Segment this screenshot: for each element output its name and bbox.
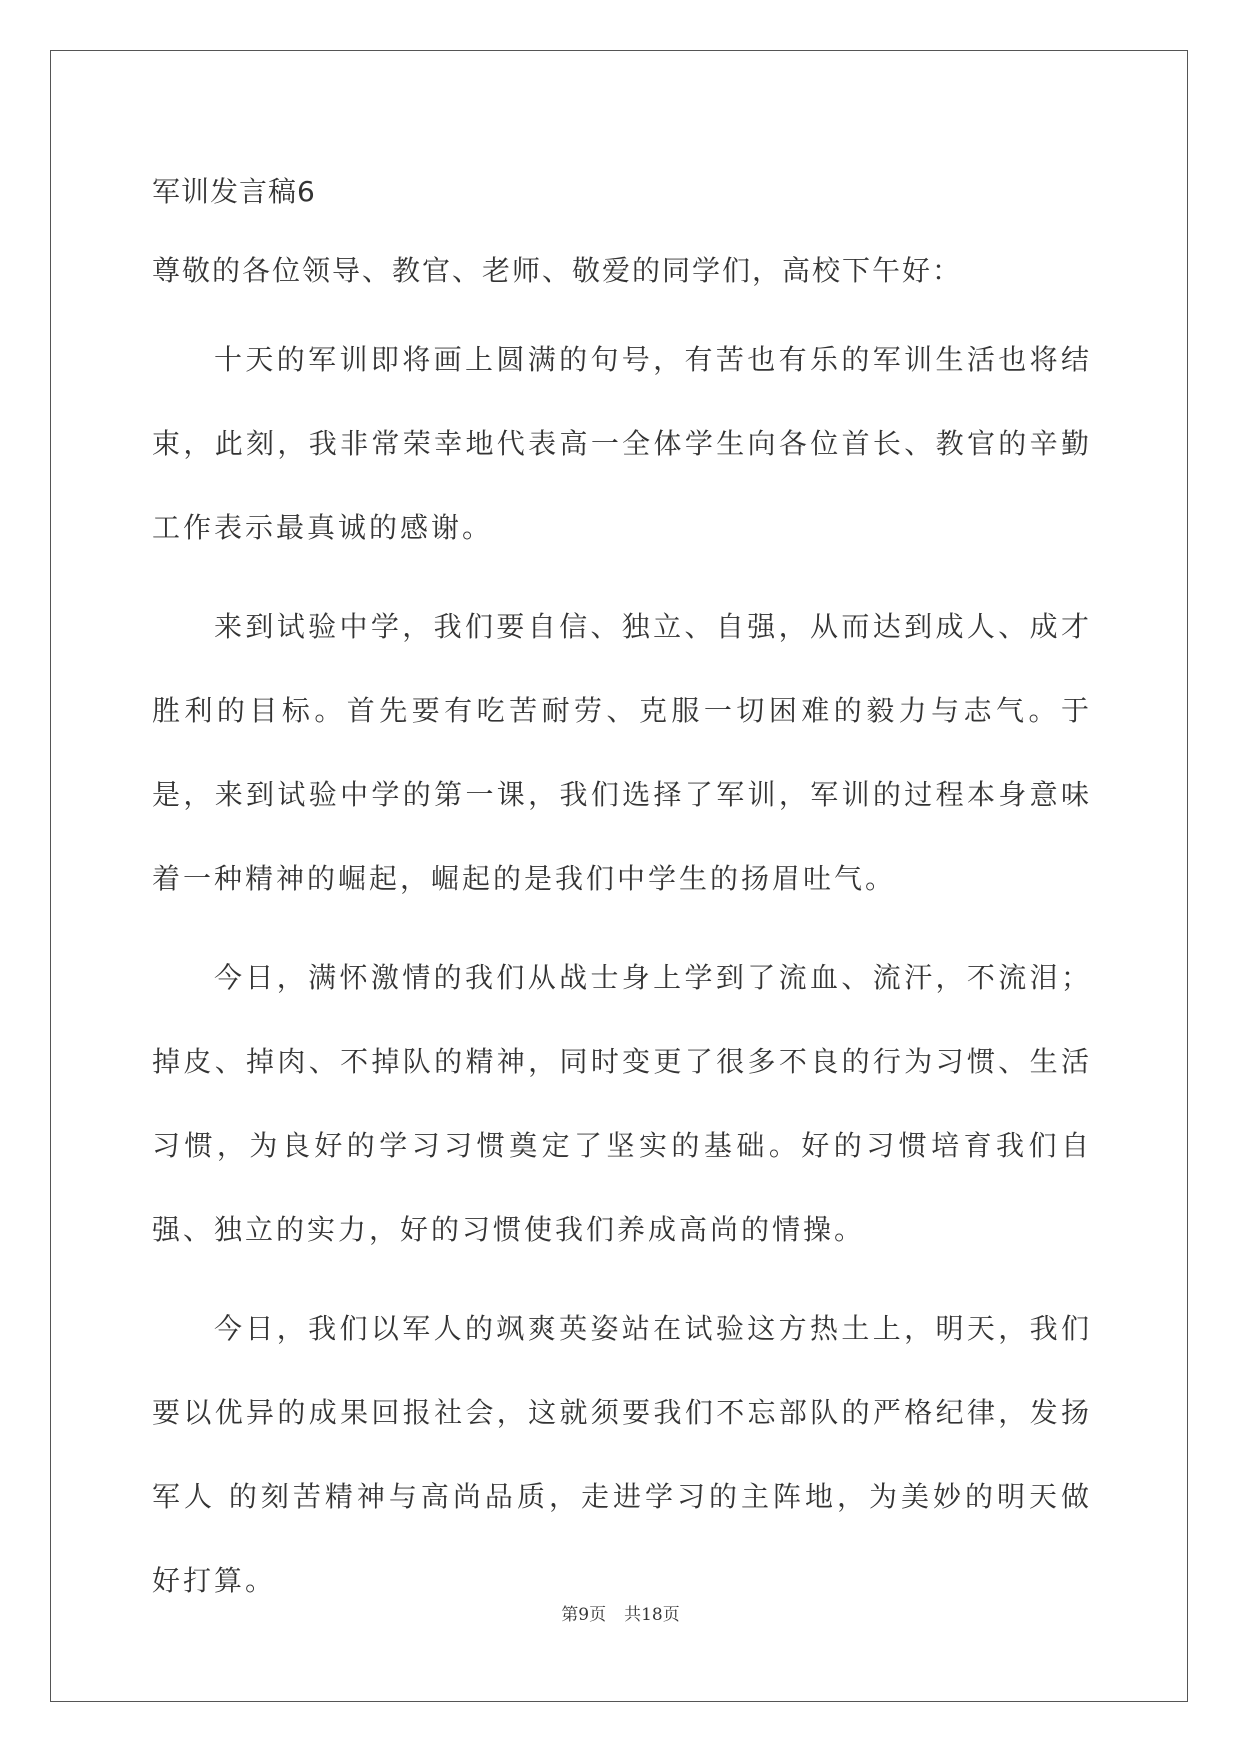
paragraph-3: 今日，满怀激情的我们从战士身上学到了流血、流汗，不流泪；掉皮、掉肉、不掉队的精神，同时变更了很多不良的行为习惯、生活习惯，为良好的学习习惯奠定了坚实的基础。好的习惯培育我们自强、独立的实力，好的习惯使我们养成高尚的情操。: [152, 961, 1092, 1246]
page-number-total: 共18页: [624, 1605, 680, 1625]
page-number-current: 第9页: [561, 1605, 607, 1625]
document-body: [152, 160, 1092, 1623]
document-title: 军训发言稿6: [152, 175, 316, 208]
salutation: 尊敬的各位领导、教官、老师、敬爱的同学们，高校下午好：: [152, 254, 963, 287]
page-footer: [0, 1600, 1241, 1625]
paragraph-4: 今日，我们以军人的飒爽英姿站在试验这方热土上，明天，我们要以优异的成果回报社会，这就须要我们不忘部队的严格纪律，发扬军人 的刻苦精神与高尚品质，走进学习的主阵地，为美妙的明天做好打算。: [152, 1312, 1092, 1597]
paragraph-1: 十天的军训即将画上圆满的句号，有苦也有乐的军训生活也将结束，此刻，我非常荣幸地代表高一全体学生向各位首长、教官的辛勤工作表示最真诚的感谢。: [152, 343, 1092, 544]
paragraph-2: 来到试验中学，我们要自信、独立、自强，从而达到成人、成才胜利的目标。首先要有吃苦耐劳、克服一切困难的毅力与志气。于是，来到试验中学的第一课，我们选择了军训，军训的过程本身意味着一种精神的崛起，崛起的是我们中学生的扬眉吐气。: [152, 610, 1092, 895]
